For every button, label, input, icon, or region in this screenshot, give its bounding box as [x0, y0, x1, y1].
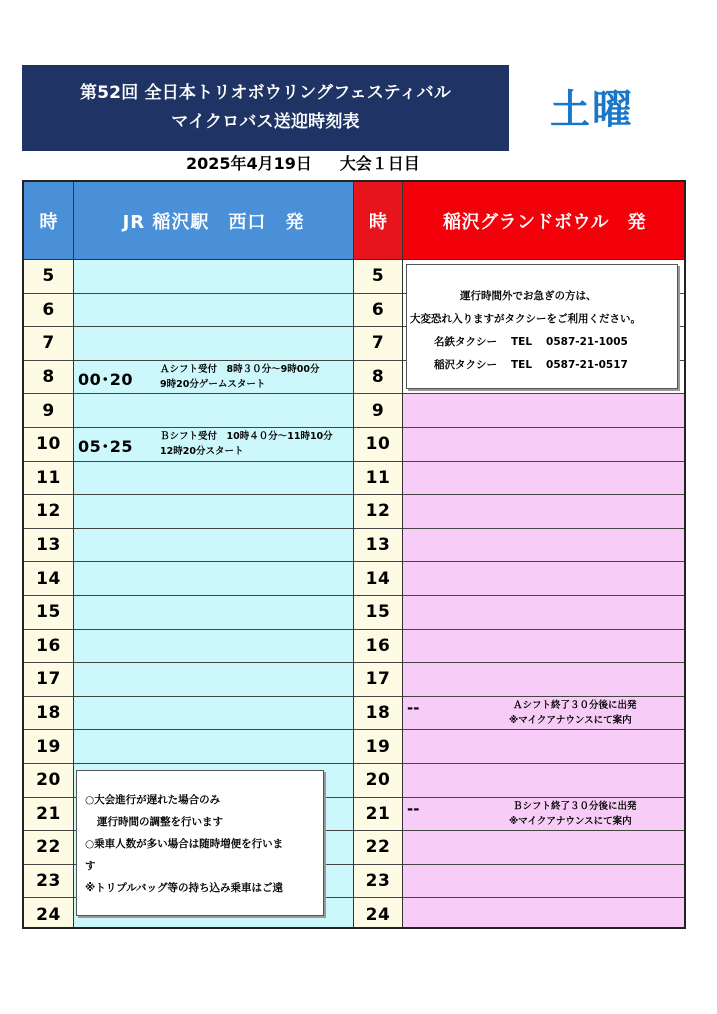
departure-note-line: Ａシフト受付 8時３０分～9時00分 [160, 363, 320, 375]
hour-cell: 9 [24, 394, 73, 428]
note-line: ○大会進行が遅れた場合のみ [85, 794, 221, 806]
left-hour-header: 時 [24, 182, 73, 260]
hour-cell: 20 [354, 764, 402, 798]
left-departure-cell [74, 730, 353, 764]
departure-note [509, 698, 637, 728]
left-departure-cell [74, 260, 353, 294]
event-title: 第52回 全日本トリオボウリングフェスティバル [79, 83, 452, 103]
departure-times: 00･20 [78, 369, 134, 389]
taxi-name: 稲沢タクシー [434, 359, 497, 371]
right-hour-column [354, 182, 403, 929]
hour-cell: 6 [354, 294, 402, 328]
hour-cell: 8 [24, 361, 73, 395]
right-departure-cell [403, 462, 686, 496]
hour-cell: 9 [354, 394, 402, 428]
hour-cell: 21 [24, 798, 73, 832]
departure-note-line: Ａシフト終了３０分後に出発 [513, 699, 637, 711]
left-departure-cell [74, 562, 353, 596]
hour-cell: 19 [24, 730, 73, 764]
hour-cell: 23 [354, 865, 402, 899]
weekday-label: 土曜 [550, 87, 634, 133]
left-departure-cell [74, 529, 353, 563]
hour-cell: 24 [354, 898, 402, 929]
date: 2025年4月19日 [186, 154, 312, 173]
departure-note-line: Ｂシフト受付 10時４０分～11時10分 [160, 430, 333, 442]
right-departure-cell [403, 697, 686, 731]
tel-number: 0587-21-0517 [546, 359, 628, 371]
hour-cell: 15 [354, 596, 402, 630]
right-station-header: 稲沢グランドボウル 発 [403, 182, 686, 260]
right-departure-cell [403, 495, 686, 529]
hour-cell: 14 [354, 562, 402, 596]
hour-cell: 12 [24, 495, 73, 529]
hour-cell: 10 [354, 428, 402, 462]
hour-cell: 11 [24, 462, 73, 496]
hour-cell: 12 [354, 495, 402, 529]
hour-cell: 7 [24, 327, 73, 361]
timetable-title: マイクロバス送迎時刻表 [171, 112, 360, 132]
departure-note [509, 799, 637, 829]
left-departure-cell [74, 462, 353, 496]
right-departure-cell [403, 865, 686, 899]
note-line: ○乗車人数が多い場合は随時増便を行いま [85, 838, 284, 850]
right-departure-cell [403, 898, 686, 929]
hour-cell: 19 [354, 730, 402, 764]
departure-note-line: 12時20分スタート [160, 445, 244, 457]
left-hour-column [24, 182, 74, 929]
left-departure-cell [74, 294, 353, 328]
left-station-header: JR 稲沢駅 西口 発 [74, 182, 353, 260]
left-departure-cell [74, 495, 353, 529]
tel-label: TEL [511, 336, 533, 348]
right-departure-cell [403, 730, 686, 764]
left-departure-cell [74, 630, 353, 664]
hour-cell: 22 [354, 831, 402, 865]
hour-cell: 23 [24, 865, 73, 899]
hour-cell: 13 [354, 529, 402, 563]
tel-number: 0587-21-1005 [546, 336, 628, 348]
left-departure-cell [74, 663, 353, 697]
right-departure-cell [403, 831, 686, 865]
hour-cell: 5 [354, 260, 402, 294]
departure-times: -- [407, 799, 420, 818]
hour-cell: 16 [24, 630, 73, 664]
note-line: ※トリプルバッグ等の持ち込み乗車はご遠 [85, 882, 284, 894]
event-day: 大会１日目 [339, 154, 420, 173]
taxi-info-line2: 大変恐れ入りますがタクシーをご利用ください。 [410, 313, 641, 325]
hour-cell: 6 [24, 294, 73, 328]
left-departure-cell [74, 596, 353, 630]
left-departure-cell [74, 327, 353, 361]
date-line [186, 151, 420, 174]
right-departure-cell [403, 394, 686, 428]
hour-cell: 10 [24, 428, 73, 462]
taxi-inazawa [407, 354, 677, 377]
hour-cell: 24 [24, 898, 73, 929]
right-departure-cell [403, 630, 686, 664]
right-departure-cell [403, 798, 686, 832]
right-departure-cell [403, 529, 686, 563]
hour-cell: 7 [354, 327, 402, 361]
tel-label: TEL [511, 359, 533, 371]
hour-cell: 20 [24, 764, 73, 798]
note-line: す [85, 860, 96, 872]
left-departure-cell [74, 394, 353, 428]
hour-cell: 8 [354, 361, 402, 395]
departure-note-line: Ｂシフト終了３０分後に出発 [513, 800, 637, 812]
hour-cell: 15 [24, 596, 73, 630]
hour-cell: 18 [24, 697, 73, 731]
right-departure-cell [403, 428, 686, 462]
departure-times: 05･25 [78, 436, 134, 456]
hour-cell: 22 [24, 831, 73, 865]
hour-cell: 5 [24, 260, 73, 294]
hour-cell: 21 [354, 798, 402, 832]
hour-cell: 14 [24, 562, 73, 596]
departure-times: -- [407, 698, 420, 717]
departure-note-line: ※マイクアナウンスにて案内 [509, 714, 632, 726]
hour-cell: 11 [354, 462, 402, 496]
hour-cell: 17 [24, 663, 73, 697]
departure-note-line: ※マイクアナウンスにて案内 [509, 815, 632, 827]
right-departure-cell [403, 562, 686, 596]
left-departure-cell [74, 697, 353, 731]
notes-box [76, 770, 324, 916]
departure-note [160, 362, 319, 392]
note-line: 運行時間の調整を行います [97, 816, 223, 828]
left-departure-cell [74, 428, 353, 462]
hour-cell: 17 [354, 663, 402, 697]
right-departure-cell [403, 764, 686, 798]
departure-note-line: 9時20分ゲームスタート [160, 378, 266, 390]
taxi-info-line1: 運行時間外でお急ぎの方は、 [460, 290, 597, 302]
hour-cell: 13 [24, 529, 73, 563]
left-departure-cell [74, 361, 353, 395]
right-departure-cell [403, 663, 686, 697]
title-banner [22, 65, 509, 151]
taxi-name: 名鉄タクシー [434, 336, 497, 348]
right-hour-header: 時 [354, 182, 402, 260]
taxi-meitetsu [407, 331, 677, 354]
taxi-info-box [406, 264, 678, 389]
right-departure-cell [403, 596, 686, 630]
departure-note [160, 429, 333, 459]
hour-cell: 18 [354, 697, 402, 731]
hour-cell: 16 [354, 630, 402, 664]
